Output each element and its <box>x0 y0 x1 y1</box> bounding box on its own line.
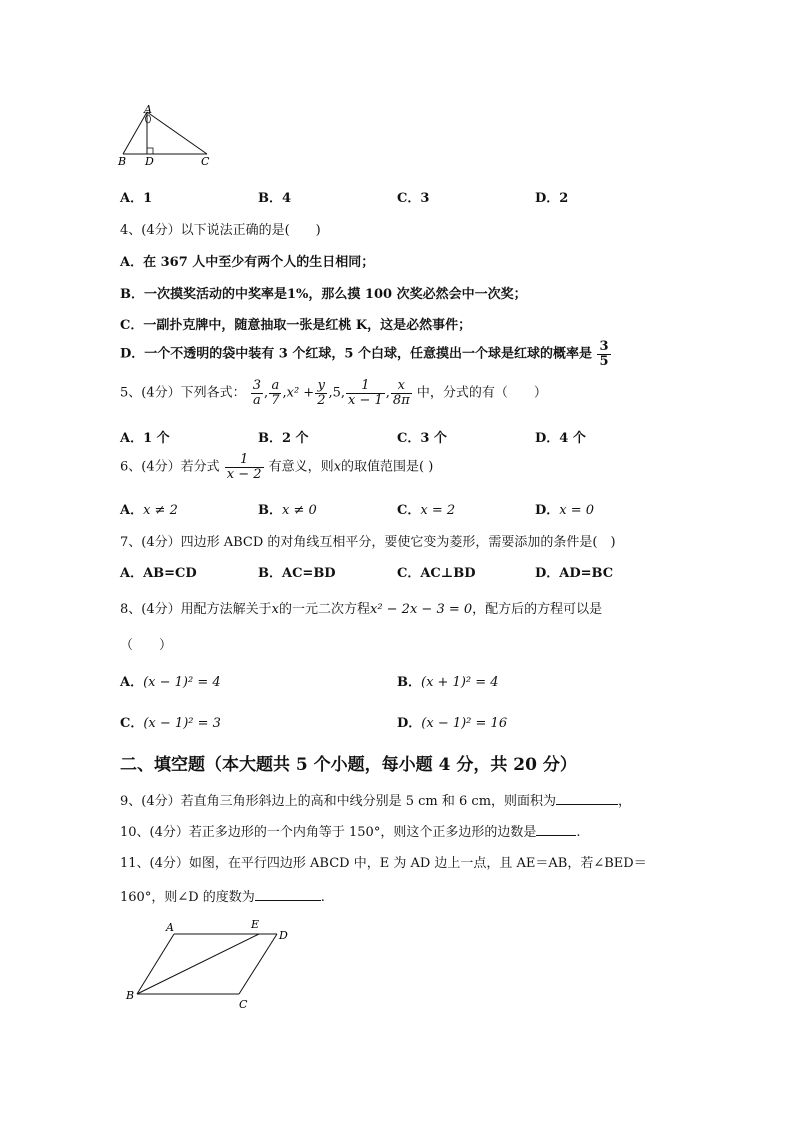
q6-stem-pre: 6、(4分）若分式 <box>120 459 220 475</box>
q8-d-label: D． <box>397 716 422 731</box>
q5-five: 5, <box>332 385 346 401</box>
q6-stem-end: 的取值范围是( ) <box>341 459 434 475</box>
q11-line2-text: 160°，则∠D 的度数为 <box>120 890 255 905</box>
q8-a-label: A． <box>120 675 144 690</box>
q5-tail: 中，分式的有（ ） <box>416 385 547 401</box>
label-A: A <box>166 921 174 934</box>
q5-f3-den: 2 <box>317 392 326 408</box>
q8-equation: x² − 2x − 3 = 0 <box>369 602 473 617</box>
q4-option-a: A．在 367 人中至少有两个人的生日相同； <box>120 255 375 270</box>
q7-option-c: C．AC⊥BD <box>397 566 476 581</box>
q5-f4-den: x − 1 <box>348 392 383 408</box>
q5-option-a: A．1 个 <box>120 431 170 446</box>
q8-var: x <box>271 602 279 617</box>
q9-answer-blank[interactable] <box>556 804 618 805</box>
q6-a-label: A． <box>120 503 144 518</box>
q5-option-b: B．2 个 <box>258 431 309 446</box>
q11-line2 <box>120 886 325 905</box>
label-C: C <box>201 155 210 168</box>
q8-b-value: (x + 1)² = 4 <box>421 675 499 690</box>
q3-option-d: D．2 <box>535 191 569 206</box>
q5-frac-5 <box>391 379 412 407</box>
q8-paren: （ ） <box>120 638 173 653</box>
q7-option-a: A．AB=CD <box>120 566 197 581</box>
q5-frac-4 <box>346 379 385 407</box>
q6-stem-post: 有意义，则 <box>268 459 334 475</box>
q8-d-value: (x − 1)² = 16 <box>421 716 508 731</box>
q3-option-b: B．4 <box>258 191 292 206</box>
q6-option-d <box>535 499 594 518</box>
q7-option-b: B．AC=BD <box>258 566 336 581</box>
q5-option-c: C．3 个 <box>397 431 447 446</box>
q5-f2-den: 7 <box>271 392 280 408</box>
q9-end: ， <box>618 794 632 809</box>
q6-b-value: x ≠ 0 <box>282 503 317 518</box>
q9-line <box>120 790 631 809</box>
section-2-heading: 二、填空题（本大题共 5 个小题，每小题 4 分，共 20 分） <box>120 755 577 775</box>
q4-option-d-text: D．一个不透明的袋中装有 3 个红球，5 个白球，任意摸出一个球是红球的概率是 <box>120 346 592 362</box>
q6-frac-num: 1 <box>225 453 264 468</box>
q6-option-b <box>258 499 317 518</box>
q10-end: . <box>576 825 581 840</box>
label-A: A <box>144 104 152 116</box>
q6-d-label: D． <box>535 503 560 518</box>
q4-option-c: C．一副扑克牌中，随意抽取一张是红桃 K，这是必然事件； <box>120 318 472 333</box>
q8-a-value: (x − 1)² = 4 <box>143 675 221 690</box>
q4-frac-den: 5 <box>599 353 609 369</box>
q8-stem-post: ，配方后的方程可以是 <box>472 602 603 617</box>
q8-stem-mid: 的一元二次方程 <box>278 602 370 617</box>
q5-option-d: D．4 个 <box>535 431 586 446</box>
q7-option-d: D．AD=BC <box>535 566 614 581</box>
q8-option-c <box>120 712 221 731</box>
q8-option-d <box>397 712 507 731</box>
label-E: E <box>251 918 260 931</box>
label-D: D <box>145 155 154 168</box>
q4-frac-num: 3 <box>599 339 609 354</box>
q11-answer-blank[interactable] <box>255 900 321 901</box>
q6-a-value: x ≠ 2 <box>143 503 178 518</box>
q5-frac-2 <box>269 379 281 407</box>
q5-f5-den: 8π <box>392 392 410 408</box>
q3-option-c: C．3 <box>397 191 430 206</box>
label-B: B <box>126 989 135 1002</box>
parallelogram-figure <box>120 915 305 1010</box>
q6-fraction <box>225 453 264 481</box>
q6-option-c <box>397 499 455 518</box>
triangle-figure <box>115 104 225 170</box>
q4-fraction <box>597 340 610 368</box>
label-B: B <box>118 155 127 168</box>
q11-line1: 11、(4分）如图，在平行四边形 ABCD 中，E 为 AD 边上一点，且 AE＝AB，若∠BED＝ <box>120 856 647 871</box>
q5-frac-1 <box>251 379 263 407</box>
q5-f3-num: y <box>315 379 327 394</box>
q10-line <box>120 821 580 840</box>
q6-c-label: C． <box>397 503 421 518</box>
q5-f2-num: a <box>269 379 281 394</box>
q5-stem-line: 5、(4分）下列各式： $\frac{3}{a}$ , $\frac{a}{7}$ ,x² + $\frac{y}{2}$ ,5, $\frac{1}{x - 1}$ , $\frac{x}{8\pi}$ 中，分式的有（ ） <box>120 378 547 408</box>
q4-stem: 4、(4分）以下说法正确的是( ) <box>120 223 321 238</box>
q3-option-a: A．1 <box>120 191 153 206</box>
label-D: D <box>279 929 288 942</box>
q8-stem-pre: 8、(4分）用配方法解关于 <box>120 602 272 617</box>
q6-stem-line <box>120 453 433 481</box>
q6-c-value: x = 2 <box>420 503 456 518</box>
q5-f1-num: 3 <box>252 378 262 393</box>
q5-stem: 5、(4分）下列各式： <box>120 385 246 401</box>
q4-option-d <box>120 340 612 368</box>
q6-option-a <box>120 499 178 518</box>
q5-f5-num: x <box>391 379 412 394</box>
q5-f1-den: a <box>253 392 261 408</box>
q5-frac-3 <box>315 379 327 407</box>
q6-var: x <box>333 459 342 475</box>
q6-frac-den: x − 2 <box>226 466 262 482</box>
q8-c-value: (x − 1)² = 3 <box>143 716 221 731</box>
q7-stem: 7、(4分）四边形 ABCD 的对角线互相平分，要使它变为菱形，需要添加的条件是( ) <box>120 535 616 550</box>
q8-stem-line <box>120 598 602 617</box>
q6-d-value: x = 0 <box>559 503 595 518</box>
q11-end: . <box>320 890 325 905</box>
q9-text: 9、(4分）若直角三角形斜边上的高和中线分别是 5 cm 和 6 cm，则面积为 <box>120 794 557 809</box>
q5-f4-num: 1 <box>346 379 385 394</box>
label-C: C <box>239 998 248 1010</box>
q6-b-label: B． <box>258 503 282 518</box>
q8-c-label: C． <box>120 716 144 731</box>
q10-text: 10、(4分）若正多边形的一个内角等于 150°，则这个正多边形的边数是 <box>120 825 537 840</box>
q8-option-b <box>397 671 499 690</box>
q5-mid: x² + <box>286 385 315 401</box>
q4-option-b: B．一次摸奖活动的中奖率是1%，那么摸 100 次奖必然会中一次奖； <box>120 287 527 302</box>
q10-answer-blank[interactable] <box>536 835 576 836</box>
q8-b-label: B． <box>397 675 421 690</box>
q8-option-a <box>120 671 221 690</box>
